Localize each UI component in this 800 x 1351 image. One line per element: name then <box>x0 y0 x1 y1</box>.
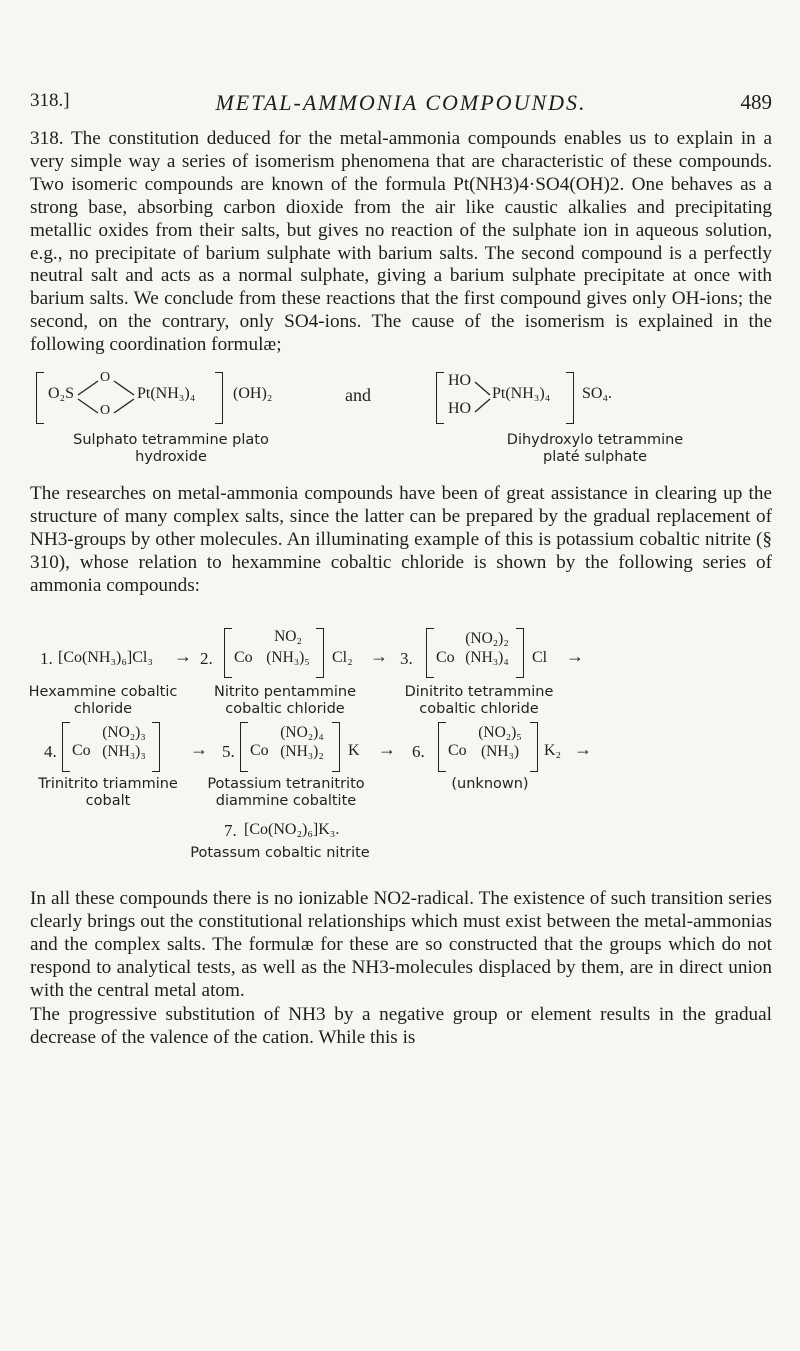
compound-formula: [Co(NH₃)₆]Cl₃ <box>58 649 153 666</box>
compound-number: 2. <box>200 649 213 668</box>
ligand-bottom: (NH₃)₂ <box>280 743 324 760</box>
caption-line: Trinitrito triammine <box>38 776 178 792</box>
formula1-platinum-ammine: Pt(NH₃)₄ <box>137 385 196 402</box>
caption-line: Sulphato tetrammine plato <box>73 432 269 448</box>
counter-ion: Cl <box>532 649 548 666</box>
cobalt-symbol: Co <box>250 742 269 759</box>
arrow-icon: → <box>370 646 388 666</box>
bracket-left <box>426 628 434 678</box>
and-connector: and <box>345 385 371 405</box>
caption-line: (unknown) <box>451 776 529 792</box>
hydroxyl-top: HO <box>448 372 472 389</box>
hydroxyl-lines <box>474 378 492 416</box>
bracket-right <box>530 722 538 772</box>
cobalt-symbol: Co <box>234 649 253 666</box>
ligand-stack <box>470 724 530 760</box>
compound-number: 6. <box>412 742 425 761</box>
cobalt-symbol: Co <box>436 649 455 666</box>
ligand-top: (NO₂)₂ <box>465 630 509 647</box>
caption-line: Potassium tetranitrito <box>207 776 365 792</box>
compound-formula: [Co(NO₂)₆]K₃. <box>244 821 340 838</box>
caption-line: Hexammine cobaltic <box>28 684 178 700</box>
caption-line: cobaltic chloride <box>225 701 345 717</box>
paragraph-substitution: The progressive substitution of NH3 by a negative group or element results in the gradual decrease of the valence of the cation. While this is <box>30 1004 772 1048</box>
bridge-oxygen-bottom: O <box>100 403 111 418</box>
caption-line: Dihydroxylo tetrammine <box>506 432 684 448</box>
compound-caption <box>196 776 376 810</box>
bracket-left <box>436 372 444 424</box>
ligand-top: (NO₂)₅ <box>478 724 522 741</box>
caption-sulphato-hydroxide <box>30 432 312 466</box>
compound-caption <box>384 684 574 718</box>
bracket-left <box>62 722 70 772</box>
page-title: METAL-AMMONIA COMPOUNDS. <box>215 90 587 115</box>
counter-ion: K₂ <box>544 742 562 759</box>
caption-line: platé sulphate <box>543 449 647 465</box>
ligand-stack <box>258 628 318 666</box>
arrow-icon: → <box>378 739 396 759</box>
ligand-stack <box>458 630 516 666</box>
ligand-top: (NO₂)₃ <box>102 724 146 741</box>
formula1-hydroxide: (OH)₂ <box>233 385 273 402</box>
bridge-oxygen-top: O <box>100 370 111 385</box>
paragraph-isomerism: 318. The constitution deduced for the metal-ammonia compounds enables us to explain in a very simple way a series of isomerism phenomena that are characteristic of these compounds. Two isomeric compounds are known of the formula Pt(NH3)4·SO4(OH)2. One behaves as a strong base, absorbing carbon dioxide from the air like caustic alkalies and precipitating metallic oxides from their salts, but gives no reaction of the sulphate ion in aqueous solution, e.g., no precipitate of barium sulphate with barium salts. The second compound is a perfectly neutral salt and acts as a normal sulphate, giving a barium sulphate precipitate at once with barium salts. We conclude from these reactions that the first compound gives only OH-ions; the second, on the contrary, only SO4-ions. The cause of the isomerism is explained in the following coordination formulæ; <box>30 128 772 356</box>
paragraph-complex-salts: The researches on metal-ammonia compounds have been of great assistance in clearing up the structure of many complex salts, since the latter can be prepared by the gradual replacement of NH3-groups by other molecules. An illuminating example of this is potassium cobaltic nitrite (§ 310), whose relation to hexammine cobaltic chloride is shown by the following series of ammonia compounds: <box>30 483 772 596</box>
ligand-bottom: (NH₃) <box>480 743 520 760</box>
running-header <box>30 90 772 120</box>
compound-caption <box>200 684 370 718</box>
ligand-stack <box>272 724 332 760</box>
compound-caption <box>28 684 178 718</box>
ligand-stack <box>94 724 154 760</box>
caption-line: cobalt <box>85 793 131 809</box>
ligand-top: (NO₂)₄ <box>280 724 324 741</box>
page-number: 489 <box>740 90 772 114</box>
caption-line: Potassum cobaltic nitrite <box>190 845 370 861</box>
bracket-left <box>240 722 248 772</box>
arrow-icon: → <box>190 739 208 759</box>
compound-number: 4. <box>44 742 57 761</box>
bracket-right <box>332 722 340 772</box>
caption-line: diammine cobaltite <box>215 793 357 809</box>
caption-line: Nitrito pentammine <box>214 684 356 700</box>
compound-number: 5. <box>222 742 235 761</box>
bracket-right <box>316 628 324 678</box>
hydroxyl-bottom: HO <box>448 400 472 417</box>
ligand-bottom: (NH₃)₃ <box>102 743 146 760</box>
compound-number: 1. <box>40 649 53 668</box>
caption-dihydroxylo-sulphate <box>470 432 720 466</box>
counter-ion: K <box>348 742 360 759</box>
counter-ion: Cl₂ <box>332 649 353 666</box>
bracket-left <box>224 628 232 678</box>
bracket-left <box>438 722 446 772</box>
compound-caption <box>160 845 400 862</box>
ligand-bottom: (NH₃)₄ <box>465 649 509 666</box>
section-number: 318.] <box>30 90 70 111</box>
cobalt-symbol: Co <box>448 742 467 759</box>
caption-line: cobaltic chloride <box>419 701 539 717</box>
formula2-sulphate: SO₄. <box>582 385 613 402</box>
bracket-right <box>566 372 574 424</box>
caption-line: hydroxide <box>135 449 207 465</box>
bracket-right <box>152 722 160 772</box>
arrow-icon: → <box>566 646 584 666</box>
caption-line: Dinitrito tetrammine <box>404 684 554 700</box>
paragraph-transition-series: In all these compounds there is no ionizable NO2-radical. The existence of such transition series clearly brings out the constitutional relationships which must exist between the metal-ammonias and the complex salts. The formulæ for these are so constructed that the groups which do not respond to analytical tests, as well as the NH3-molecules displaced by them, are in direct union with the central metal atom. <box>30 888 772 1001</box>
ligand-top: NO₂ <box>274 628 302 645</box>
formula2-platinum-ammine: Pt(NH₃)₄ <box>492 385 551 402</box>
compound-caption <box>20 776 196 810</box>
compound-caption <box>430 776 550 793</box>
compound-number: 7. <box>224 821 237 840</box>
bracket-right <box>516 628 524 678</box>
caption-line: chloride <box>73 701 133 717</box>
compound-number: 3. <box>400 649 413 668</box>
arrow-icon: → <box>574 739 592 759</box>
arrow-icon: → <box>174 646 192 666</box>
ligand-bottom: (NH₃)₅ <box>266 649 310 666</box>
bracket-right <box>215 372 223 424</box>
cobalt-symbol: Co <box>72 742 91 759</box>
bracket-left <box>36 372 44 424</box>
formula1-sulphato: O₂S <box>48 385 75 402</box>
